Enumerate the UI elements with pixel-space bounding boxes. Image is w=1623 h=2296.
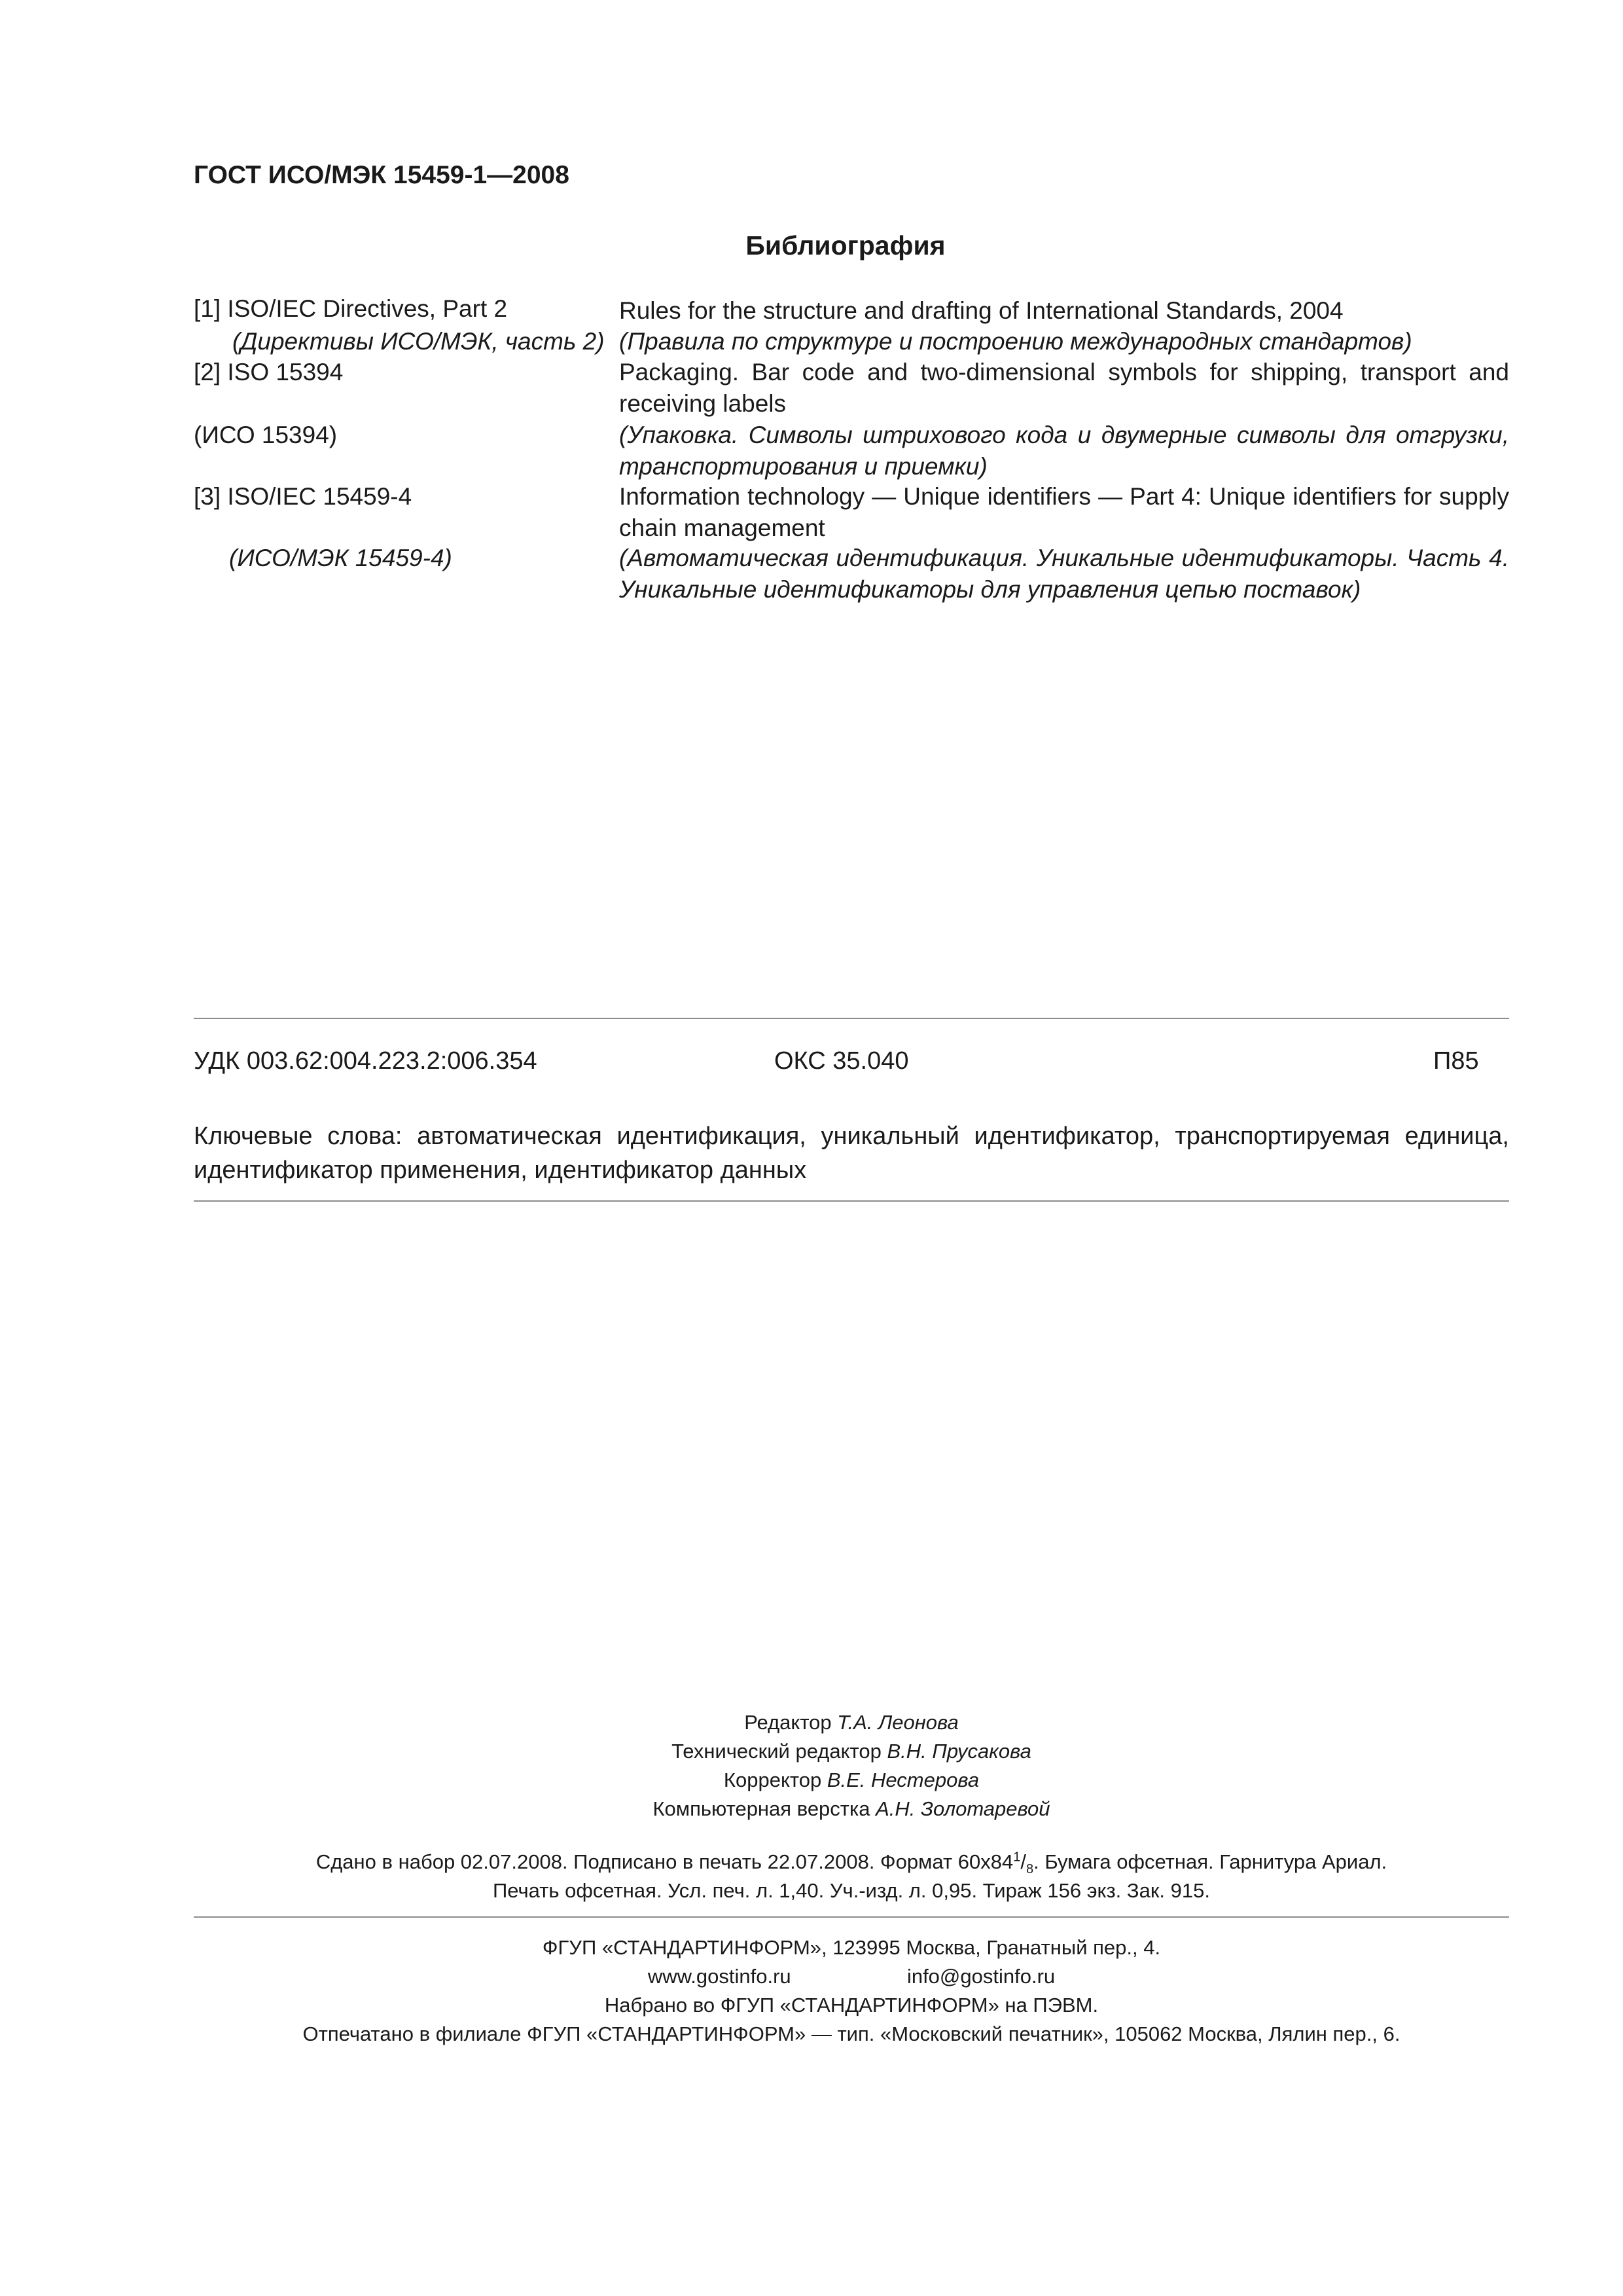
printed-info: Отпечатано в филиале ФГУП «СТАНДАРТИНФОРМ» — тип. «Московский печатник», 105062 Москва, Лялин пер., 6. xyxy=(302,2022,1400,2045)
udk-code: УДК 003.62:004.223.2:006.354 xyxy=(194,1047,537,1075)
reference-label-ru: (Директивы ИСО/МЭК, часть 2) xyxy=(232,328,605,355)
typeset-info: Набрано во ФГУП «СТАНДАРТИНФОРМ» на ПЭВМ. xyxy=(604,1994,1099,2017)
reference-label: [1] ISO/IEC Directives, Part 2 xyxy=(194,295,508,322)
format-subscript: 8 xyxy=(1026,1862,1034,1877)
website-link[interactable]: www.gostinfo.ru xyxy=(647,1965,791,1988)
reference-title-ru: (Упаковка. Символы штрихового кода и двумерные символы для отгрузки, транспортирования и приемки) xyxy=(619,422,1509,480)
divider xyxy=(194,1018,1509,1019)
reference-title: Information technology — Unique identifiers — Part 4: Unique identifiers for supply chain management xyxy=(619,483,1509,541)
oks-code: ОКС 35.040 xyxy=(774,1047,909,1075)
reference-label: [3] ISO/IEC 15459-4 xyxy=(194,483,412,510)
credit-name: В.Н. Прусакова xyxy=(887,1740,1031,1763)
credit-role: Компьютерная верстка xyxy=(652,1797,870,1820)
divider xyxy=(194,1200,1509,1202)
email-link[interactable]: info@gostinfo.ru xyxy=(906,1965,1056,1988)
reference-title-ru: (Автоматическая идентификация. Уникальные идентификаторы. Часть 4. Уникальные идентификаторы для управления цепью поставок) xyxy=(619,545,1509,603)
keywords: Ключевые слова: автоматическая идентификация, уникальный идентификатор, транспортируемая единица, идентификатор применения, идентификатор данных xyxy=(194,1122,1509,1184)
reference-label: [2] ISO 15394 xyxy=(194,359,344,386)
credit-line xyxy=(194,1766,1509,1795)
divider xyxy=(194,1916,1509,1918)
reference-title: Packaging. Bar code and two-dimensional symbols for shipping, transport and receiving labels xyxy=(619,359,1509,417)
print-info-line: Сдано в набор 02.07.2008. Подписано в печать 22.07.2008. Формат $60x84^1/_8$. Бумага офсетная. Гарнитура Ариал. xyxy=(315,1850,1387,1877)
credit-role: Корректор xyxy=(723,1768,822,1791)
print-info-text: . Бумага офсетная. Гарнитура Ариал. xyxy=(1033,1850,1387,1873)
format-superscript: 1 xyxy=(1013,1850,1021,1865)
credit-line xyxy=(194,1737,1509,1766)
document-code: ГОСТ ИСО/МЭК 15459-1—2008 xyxy=(194,161,569,189)
reference-label-ru: (ИСО 15394) xyxy=(194,422,338,448)
reference-title: Rules for the structure and drafting of International Standards, 2004 xyxy=(619,297,1344,324)
credit-name: В.Е. Нестерова xyxy=(827,1768,980,1791)
credit-line xyxy=(194,1795,1509,1823)
print-info-text: Сдано в набор 02.07.2008. Подписано в печать 22.07.2008. Формат 60x84 xyxy=(315,1850,1014,1873)
credit-line xyxy=(194,1708,1509,1737)
credit-role: Редактор xyxy=(744,1711,832,1734)
bibliography-title: Библиография xyxy=(745,230,946,260)
publisher-contacts xyxy=(194,1962,1509,1991)
credit-name: А.Н. Золотаревой xyxy=(876,1797,1050,1820)
reference-label-ru: (ИСО/МЭК 15459-4) xyxy=(229,545,452,571)
publisher-address: ФГУП «СТАНДАРТИНФОРМ», 123995 Москва, Гранатный пер., 4. xyxy=(542,1936,1161,1959)
print-info-line: Печать офсетная. Усл. печ. л. 1,40. Уч.-изд. л. 0,95. Тираж 156 экз. Зак. 915. xyxy=(492,1879,1210,1902)
classification-code: П85 xyxy=(1433,1047,1479,1075)
credit-role: Технический редактор xyxy=(671,1740,882,1763)
credit-name: Т.А. Леонова xyxy=(837,1711,959,1734)
reference-title-ru: (Правила по структуре и построению международных стандартов) xyxy=(619,328,1412,355)
